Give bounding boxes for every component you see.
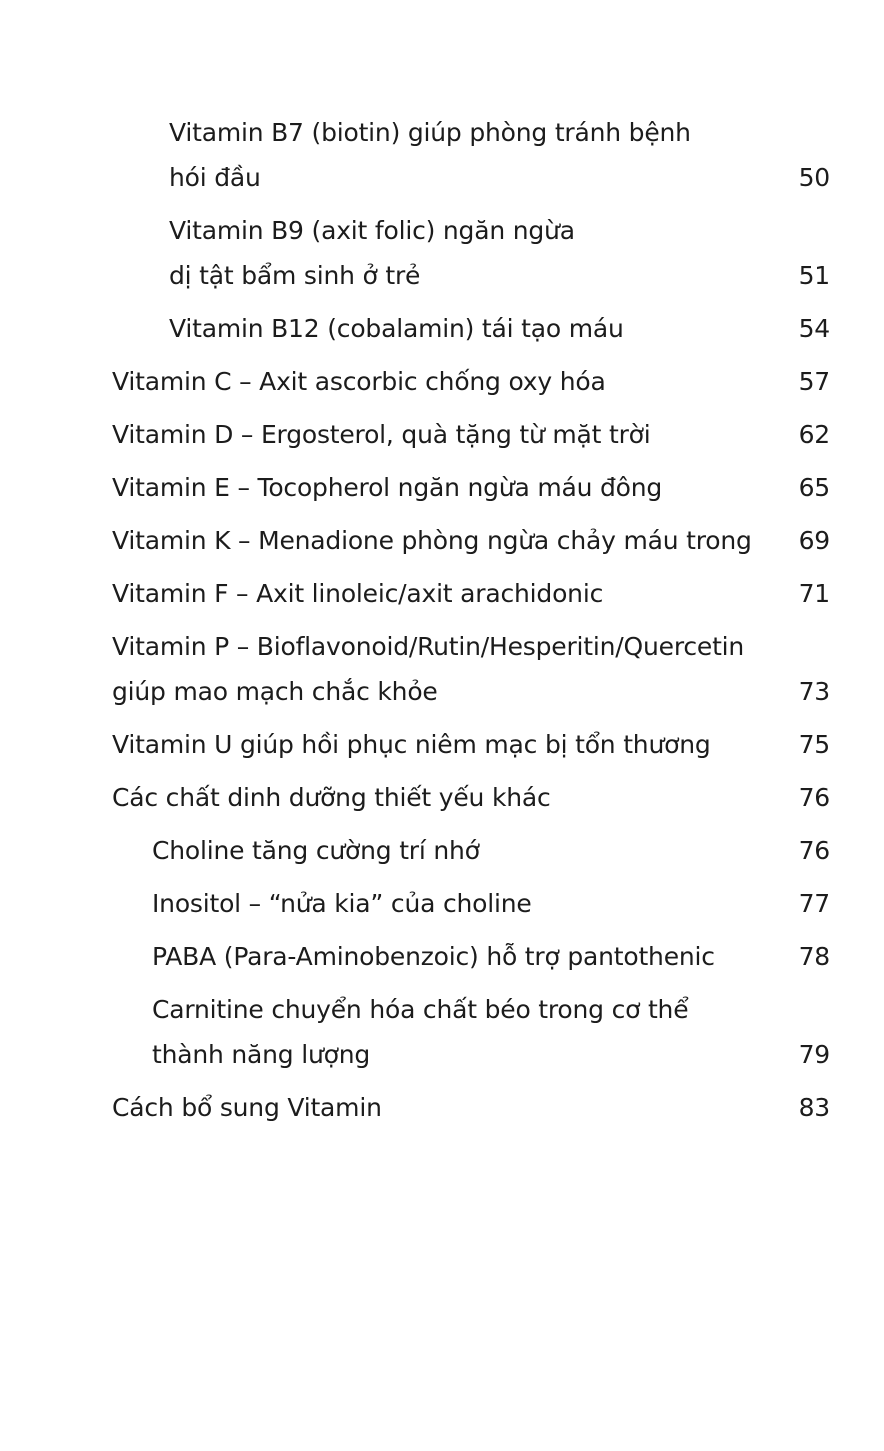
toc-entry xyxy=(112,412,830,457)
toc-entry-page: 79 xyxy=(798,1040,830,1069)
toc-entry-title: Vitamin B9 (axit folic) ngăn ngừa dị tật bẩm sinh ở trẻ xyxy=(169,216,575,290)
toc-entry-page: 76 xyxy=(798,836,830,865)
toc-entry-title: Vitamin E – Tocopherol ngăn ngừa máu đông xyxy=(112,473,663,502)
toc-entry-title: Vitamin B7 (biotin) giúp phòng tránh bệnh hói đầu xyxy=(169,118,691,192)
toc-entry-title: Inositol – “nửa kia” của choline xyxy=(152,889,532,918)
toc-entry-page: 54 xyxy=(798,314,830,343)
toc-entry-title: Vitamin U giúp hồi phục niêm mạc bị tổn thương xyxy=(112,730,711,759)
toc-entry-title: Vitamin B12 (cobalamin) tái tạo máu xyxy=(169,314,624,343)
toc-entry-page: 73 xyxy=(798,677,830,706)
toc-entry-title: Vitamin F – Axit linoleic/axit arachidonic xyxy=(112,579,604,608)
toc-entry-page: 78 xyxy=(798,942,830,971)
toc-entry xyxy=(112,775,830,820)
toc-entry-page: 76 xyxy=(798,783,830,812)
toc-entry-title: Cách bổ sung Vitamin xyxy=(112,1093,382,1122)
toc-entry-title: Các chất dinh dưỡng thiết yếu khác xyxy=(112,783,551,812)
toc-entry xyxy=(112,828,830,873)
toc-entry-page: 51 xyxy=(798,261,830,290)
toc-entry xyxy=(112,624,830,714)
toc-entry xyxy=(112,208,830,298)
toc-entry xyxy=(112,306,830,351)
toc-entry-title: Vitamin D – Ergosterol, quà tặng từ mặt trời xyxy=(112,420,651,449)
toc-entry-page: 75 xyxy=(798,730,830,759)
toc-entry-title: Vitamin K – Menadione phòng ngừa chảy máu trong xyxy=(112,526,752,555)
toc-entry-page: 62 xyxy=(798,420,830,449)
table-of-contents xyxy=(112,110,830,1138)
toc-entry xyxy=(112,465,830,510)
toc-entry-title: PABA (Para-Aminobenzoic) hỗ trợ pantothenic xyxy=(152,942,715,971)
toc-entry-page: 65 xyxy=(798,473,830,502)
toc-entry-page: 71 xyxy=(798,579,830,608)
toc-entry-title: Vitamin P – Bioflavonoid/Rutin/Hesperitin/Quercetin giúp mao mạch chắc khỏe xyxy=(112,632,745,706)
toc-entry-title: Choline tăng cường trí nhớ xyxy=(152,836,480,865)
toc-entry-page: 69 xyxy=(798,526,830,555)
toc-entry xyxy=(112,881,830,926)
toc-entry-page: 83 xyxy=(798,1093,830,1122)
toc-entry xyxy=(112,571,830,616)
toc-entry xyxy=(112,359,830,404)
toc-entry-page: 50 xyxy=(798,163,830,192)
toc-entry-title: Vitamin C – Axit ascorbic chống oxy hóa xyxy=(112,367,606,396)
toc-entry xyxy=(112,110,830,200)
toc-entry xyxy=(112,518,830,563)
toc-entry-page: 57 xyxy=(798,367,830,396)
toc-entry xyxy=(112,722,830,767)
toc-entry xyxy=(112,1085,830,1130)
toc-entry xyxy=(112,987,830,1077)
toc-entry xyxy=(112,934,830,979)
toc-entry-title: Carnitine chuyển hóa chất béo trong cơ thể thành năng lượng xyxy=(152,995,689,1069)
toc-entry-page: 77 xyxy=(798,889,830,918)
